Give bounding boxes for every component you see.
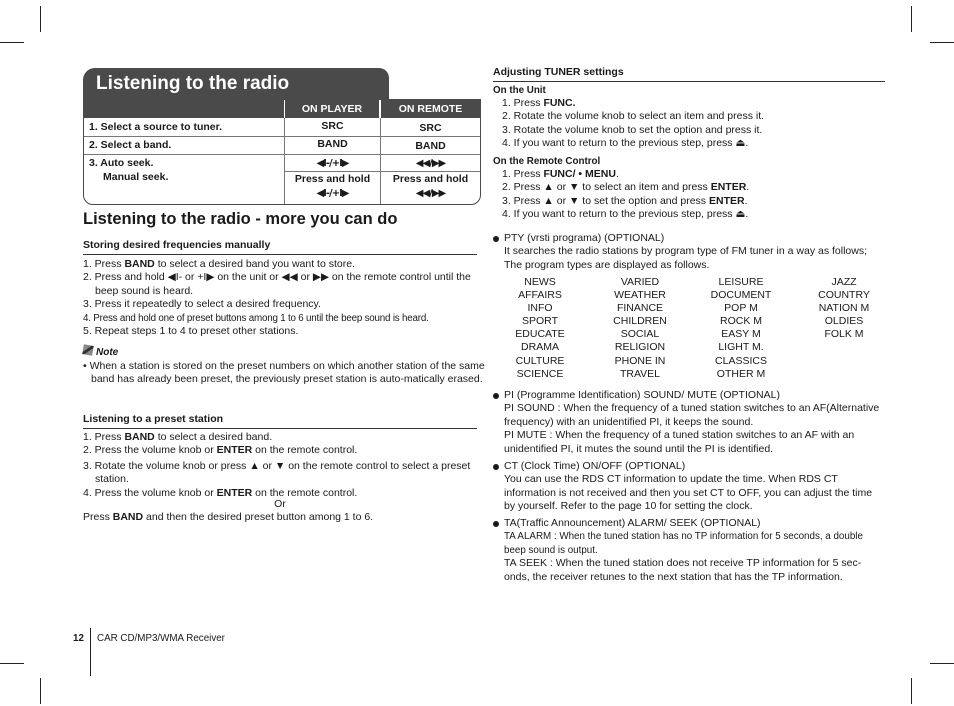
preset-heading: Listening to a preset station [83,413,224,425]
pty-title: PTY (vrsti programa) (OPTIONAL) [504,232,665,244]
note-heading: Note [83,345,118,359]
table-cell-remote: SRC [419,122,442,134]
list-item: 4. Press and hold one of preset buttons among 1 to 6 until the beep sound is heard. [83,312,429,324]
preset-alt: Press BAND and then the desired preset button among 1 to 6. [83,511,374,523]
note-pencil-icon [82,344,94,356]
table-row-step: 3. Auto seek. [89,157,154,169]
table-row-step: 2. Select a band. [89,139,172,151]
list-item: 4. If you want to return to the previous step, press ⏏. [502,137,749,150]
pi-sound: PI SOUND : When the frequency of a tuned station switches to an AF(Alternative frequency) with an unidentified PI, it keeps the sound. [504,402,880,428]
auto-seek-remote-icon: ◀◀/▶▶ [415,158,446,169]
list-item: 1. Press FUNC. [502,97,576,109]
list-item: 1. Press BAND to select a desired band you want to store. [83,258,355,270]
list-item: 4. If you want to return to the previous step, press ⏏. [502,208,749,221]
table-row-step: 1. Select a source to tuner. [89,121,223,133]
list-item: 4. Press the volume knob or ENTER on the remote control. [83,486,358,499]
program-type-column: NEWS AFFAIRS INFO SPORT EDUCATE DRAMA CULTURE SCIENCE [515,276,565,380]
manual-seek-remote-icon: ◀◀/▶▶ [415,188,446,199]
list-item: 3. Rotate the volume knob or press ▲ or ▼ on the remote control to select a preset station. [83,459,471,486]
pi-section [493,389,885,456]
bullet-icon [493,521,499,527]
bullet-icon [493,236,499,242]
list-item: 2. Press and hold ◀I- or +I▶ on the unit or ◀◀ or ▶▶ on the remote control until the beep sound is heard. [83,271,471,297]
table-cell-remote: BAND [415,140,446,152]
crop-mark [930,663,954,664]
crop-mark [0,42,24,43]
manual-seek-player-icon: ◀I-/+I▶ [316,188,349,199]
page-number: 12 [73,633,84,644]
pty-section [493,232,885,272]
note-text: • When a station is stored on the preset numbers on which another station of the same band has already been preset, the previously preset station is auto-matically erased. [83,360,485,386]
list-item: 2. Rotate the volume knob to select an item and press it. [502,110,765,123]
ct-section [493,460,885,514]
crop-mark [40,678,41,704]
list-item: 2. Press ▲ or ▼ to select an item and press ENTER. [502,181,750,194]
or-text: Or [274,498,286,510]
table-row-step: Manual seek. [103,171,169,183]
list-item: 5. Repeat steps 1 to 4 to preset other stations. [83,325,299,338]
ta-section [493,517,885,584]
crop-mark [930,42,954,43]
ta-seek: TA SEEK : When the tuned station does not receive TP information for 5 sec-onds, the receiver retunes to the next station that has the TP information. [504,557,862,583]
header-blank [84,100,284,118]
footer-divider [90,628,91,676]
tuner-heading: Adjusting TUNER settings [493,66,624,78]
list-item: 1. Press BAND to select a desired band. [83,431,273,443]
table-cell-hold: Press and hold [294,173,371,185]
ta-alarm: TA ALARM : When the tuned station has no TP information for 5 seconds, a double beep sound is output. [504,531,863,556]
crop-mark [40,6,41,32]
header-on-player: ON PLAYER [285,100,379,118]
table-cell-hold: Press and hold [392,173,469,185]
crop-mark [911,678,912,704]
storing-heading: Storing desired frequencies manually [83,239,271,251]
program-type-column: LEISURE DOCUMENT POP M ROCK M EASY M LIGHT M. CLASSICS OTHER M [710,276,772,380]
list-item: 3. Press it repeatedly to select a desired frequency. [83,298,321,311]
storing-steps [83,258,477,338]
list-item: 2. Press the volume knob or ENTER on the remote control. [83,444,358,457]
unit-steps [502,97,885,151]
ct-desc: You can use the RDS CT information to update the time. When RDS CT information is not received and then you set CT to OFF, you can adjust the time by yourself. Refer to the page 10 for setting the clock. [504,473,873,513]
ta-title: TA(Traffic Announcement) ALARM/ SEEK (OPTIONAL) [504,517,761,529]
table-cell-player: BAND [317,138,348,150]
ct-title: CT (Clock Time) ON/OFF (OPTIONAL) [504,460,686,472]
remote-steps [502,168,885,222]
list-item: 3. Rotate the volume knob to set the option and press it. [502,123,763,136]
pty-desc: It searches the radio stations by program type of FM tuner in a way as follows; The program types are displayed as follows. [504,245,867,271]
program-type-column: VARIED WEATHER FINANCE CHILDREN SOCIAL RELIGION PHONE IN TRAVEL [613,276,667,380]
more-title: Listening to the radio - more you can do [83,210,398,228]
pi-title: PI (Programme Identification) SOUND/ MUTE (OPTIONAL) [504,389,780,401]
crop-mark [911,6,912,32]
pi-mute: PI MUTE : When the frequency of a tuned station switches to an AF with an unidentified PI, it mutes the sound until the PI is identified. [504,429,855,455]
unit-heading: On the Unit [493,85,546,96]
header-on-remote: ON REMOTE [381,100,480,118]
remote-heading: On the Remote Control [493,156,601,167]
radio-title: Listening to the radio [83,68,389,99]
bullet-icon [493,464,499,470]
preset-steps [83,431,477,500]
table-cell-player: SRC [321,120,344,132]
auto-seek-player-icon: ◀I-/+I▶ [316,158,349,169]
list-item: 1. Press FUNC/ • MENU. [502,168,619,180]
footer-title: CAR CD/MP3/WMA Receiver [97,633,225,644]
program-type-column: JAZZ COUNTRY NATION M OLDIES FOLK M [818,276,870,341]
list-item: 3. Press ▲ or ▼ to set the option and press ENTER. [502,194,748,207]
crop-mark [0,663,24,664]
bullet-icon [493,393,499,399]
radio-controls-table [83,99,481,205]
